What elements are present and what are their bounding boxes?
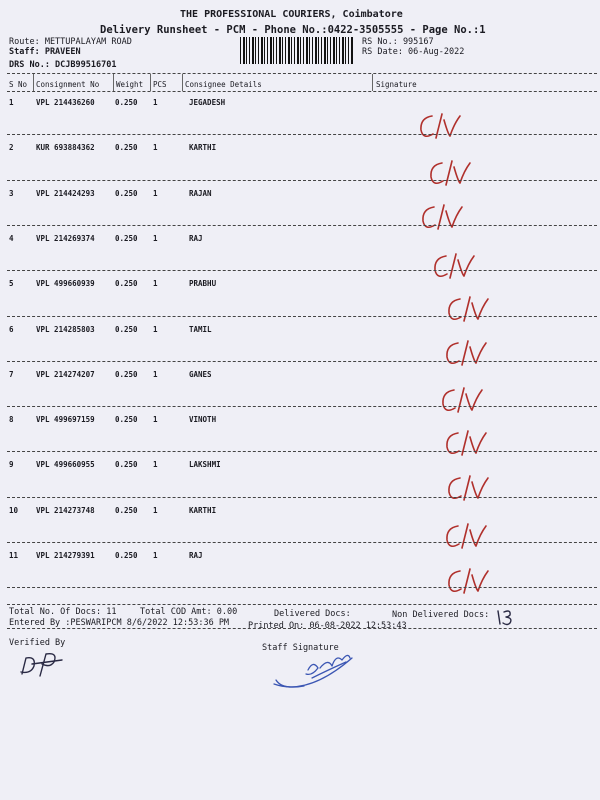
row-separator xyxy=(7,542,597,543)
col-header-consignee: Consignee Details xyxy=(185,80,262,89)
delivered-docs: Delivered Docs: xyxy=(274,609,351,619)
row-consignment-no: VPL 214424293 xyxy=(36,188,95,198)
col-divider xyxy=(182,74,183,91)
row-consignment-no: VPL 214274207 xyxy=(36,369,95,379)
row-separator xyxy=(7,406,597,407)
row-sno: 5 xyxy=(9,279,14,289)
row-separator xyxy=(7,316,597,317)
col-divider xyxy=(113,74,114,91)
row-pcs: 1 xyxy=(153,551,158,560)
row-weight: 0.250 xyxy=(115,551,138,560)
row-consignment-no: VPL 499660955 xyxy=(36,460,95,470)
row-separator xyxy=(7,180,597,181)
company-title: THE PROFESSIONAL COURIERS, Coimbatore xyxy=(180,9,403,20)
col-header-weight: Weight xyxy=(116,80,144,89)
row-separator xyxy=(7,270,597,271)
staff-signature-label: Staff Signature xyxy=(262,643,339,653)
row-weight: 0.250 xyxy=(115,369,138,379)
row-consignment-no: KUR 693884362 xyxy=(36,143,95,153)
handwritten-signature xyxy=(444,520,492,554)
row-weight: 0.250 xyxy=(115,98,138,107)
row-weight: 0.250 xyxy=(115,233,138,243)
handwritten-signature xyxy=(440,384,488,418)
handwritten-signature xyxy=(444,337,492,371)
row-weight: 0.250 xyxy=(115,324,138,334)
total-cod: Total COD Amt: 0.00 xyxy=(140,607,238,617)
col-header-consignment: Consignment No xyxy=(36,80,100,89)
row-consignment-no: VPL 499697159 xyxy=(36,415,95,425)
row-sno: 7 xyxy=(9,369,14,379)
row-sno: 10 xyxy=(9,505,19,515)
row-consignee: RAJ xyxy=(189,551,203,560)
row-consignee: VINOTH xyxy=(189,415,217,425)
col-header-signature: Signature xyxy=(376,80,417,89)
handwritten-signature xyxy=(420,201,468,235)
row-pcs: 1 xyxy=(153,98,158,107)
handwritten-signature xyxy=(446,472,494,506)
total-docs: Total No. Of Docs: 11 xyxy=(9,607,117,617)
row-consignment-no: VPL 214273748 xyxy=(36,505,95,515)
row-sno: 4 xyxy=(9,233,14,243)
row-consignee: KARTHI xyxy=(189,143,217,153)
header-bottom-rule xyxy=(7,91,597,92)
barcode xyxy=(240,37,353,64)
verified-by-label: Verified By xyxy=(9,638,66,648)
footer-rule-2 xyxy=(7,628,597,629)
row-pcs: 1 xyxy=(153,143,158,153)
row-sno: 2 xyxy=(9,143,14,153)
row-consignee: LAKSHMI xyxy=(189,460,221,470)
row-separator xyxy=(7,497,597,498)
verified-initials-signature xyxy=(18,650,68,680)
row-consignee: GANES xyxy=(189,369,212,379)
non-delivered-docs: Non Delivered Docs: xyxy=(392,610,490,620)
row-sno: 1 xyxy=(9,98,14,107)
row-pcs: 1 xyxy=(153,233,158,243)
row-weight: 0.250 xyxy=(115,143,138,153)
row-separator xyxy=(7,134,597,135)
row-pcs: 1 xyxy=(153,505,158,515)
row-sno: 11 xyxy=(9,551,19,560)
printed-on: Printed On: 06-08-2022 12:53:43 xyxy=(248,621,407,631)
row-pcs: 1 xyxy=(153,369,158,379)
row-sno: 8 xyxy=(9,415,14,425)
col-divider xyxy=(33,74,34,91)
runsheet-title: Delivery Runsheet - PCM - Phone No.:0422-3505555 - Page No.:1 xyxy=(100,24,486,36)
row-consignment-no: VPL 499660939 xyxy=(36,279,95,289)
row-sno: 9 xyxy=(9,460,14,470)
row-consignee: TAMIL xyxy=(189,324,212,334)
staff-text: Staff: PRAVEEN xyxy=(9,47,81,57)
handwritten-signature xyxy=(446,565,494,599)
rs-number: RS No.: 995167 xyxy=(362,37,434,47)
header-top-rule xyxy=(7,73,597,74)
row-separator xyxy=(7,451,597,452)
row-consignee: RAJAN xyxy=(189,188,212,198)
row-pcs: 1 xyxy=(153,279,158,289)
row-separator xyxy=(7,225,597,226)
handwritten-signature xyxy=(432,250,480,284)
handwritten-signature xyxy=(446,293,494,327)
rs-date: RS Date: 06-Aug-2022 xyxy=(362,47,465,57)
handwritten-signature xyxy=(418,110,466,144)
col-header-pcs: PCS xyxy=(153,80,167,89)
row-sno: 3 xyxy=(9,188,14,198)
row-consignment-no: VPL 214436260 xyxy=(36,98,95,107)
row-consignee: KARTHI xyxy=(189,505,217,515)
row-separator xyxy=(7,361,597,362)
non-delivered-handwritten-count xyxy=(495,607,517,627)
col-header-sno: S No xyxy=(9,80,28,89)
row-separator xyxy=(7,587,597,588)
footer-rule xyxy=(7,604,597,605)
row-sno: 6 xyxy=(9,324,14,334)
drs-number: DRS No.: DCJB99516701 xyxy=(9,60,117,70)
row-consignee: PRABHU xyxy=(189,279,217,289)
row-pcs: 1 xyxy=(153,324,158,334)
staff-stamp-signature xyxy=(268,640,363,698)
row-weight: 0.250 xyxy=(115,460,138,470)
row-consignment-no: VPL 214269374 xyxy=(36,233,95,243)
row-consignee: JEGADESH xyxy=(189,98,226,107)
row-weight: 0.250 xyxy=(115,415,138,425)
col-divider xyxy=(372,74,373,91)
handwritten-signature xyxy=(444,427,492,461)
row-pcs: 1 xyxy=(153,188,158,198)
row-consignment-no: VPL 214279391 xyxy=(36,551,95,560)
row-consignment-no: VPL 214285803 xyxy=(36,324,95,334)
handwritten-signature xyxy=(428,157,476,191)
row-weight: 0.250 xyxy=(115,279,138,289)
row-weight: 0.250 xyxy=(115,505,138,515)
row-consignee: RAJ xyxy=(189,233,203,243)
route-text: Route: METTUPALAYAM ROAD xyxy=(9,37,132,47)
row-pcs: 1 xyxy=(153,460,158,470)
row-weight: 0.250 xyxy=(115,188,138,198)
col-divider xyxy=(150,74,151,91)
entered-by: Entered By :PESWARIPCM 8/6/2022 12:53:36 PM xyxy=(9,618,230,628)
row-pcs: 1 xyxy=(153,415,158,425)
